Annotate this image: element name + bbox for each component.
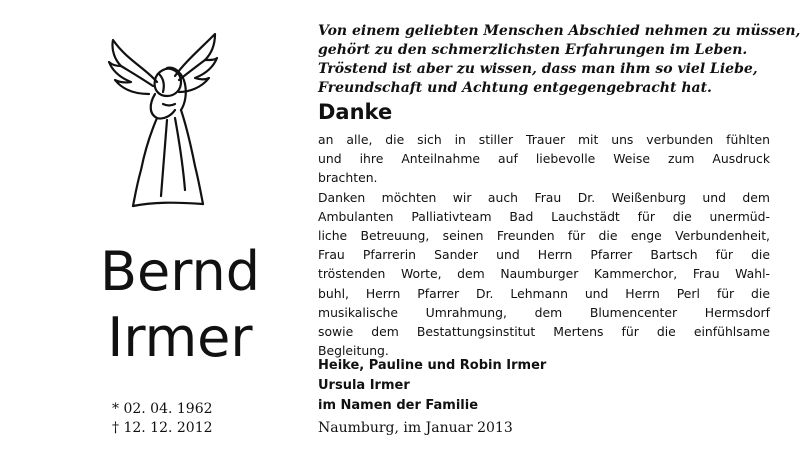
quote-line: Tröstend ist aber zu wissen, dass man ihm so viel Liebe, <box>318 61 758 77</box>
angel-icon <box>105 20 220 210</box>
thanks-line: sowie dem Bestattungsinstitut Mertens für die einfühlsame <box>318 324 770 340</box>
memorial-quote <box>318 22 800 98</box>
thanks-heading: Danke <box>318 100 393 124</box>
quote-line: gehört zu den schmerzlichsten Erfahrungen im Leben. <box>318 42 748 58</box>
signature-line: Ursula Irmer <box>318 378 410 393</box>
thanks-line: liche Betreuung, seinen Freunden für die enge Verbundenheit, <box>318 228 770 244</box>
thanks-text <box>318 130 770 360</box>
thanks-line: brachten. <box>318 170 378 186</box>
thanks-line: tröstenden Worte, dem Naumburger Kammerchor, Frau Wahl- <box>318 266 770 282</box>
thanks-line: und ihre Anteilnahme auf liebevolle Weise zum Ausdruck <box>318 151 770 167</box>
signature-line: Heike, Pauline und Robin Irmer <box>318 358 547 373</box>
quote-line: Freundschaft und Achtung entgegengebracht hat. <box>318 80 712 96</box>
signature-line: im Namen der Familie <box>318 398 479 413</box>
thanks-line: Ambulanten Palliativteam Bad Lauchstädt für die unermüd- <box>318 208 770 224</box>
death-date: † 12. 12. 2012 <box>112 420 213 436</box>
thanks-line: Danken möchten wir auch Frau Dr. Weißenburg und dem <box>318 189 770 205</box>
thanks-line: Frau Pfarrerin Sander und Herrn Pfarrer Bartsch für die <box>318 247 770 263</box>
quote-line: Von einem geliebten Menschen Abschied nehmen zu müssen, <box>318 23 800 39</box>
deceased-last-name: Irmer <box>107 306 253 369</box>
thanks-line: Begleitung. <box>318 343 389 359</box>
place-date: Naumburg, im Januar 2013 <box>318 420 513 436</box>
birth-date: * 02. 04. 1962 <box>112 401 213 417</box>
thanks-line: musikalische Umrahmung, dem Blumencenter Hermsdorf <box>318 304 770 320</box>
thanks-line: an alle, die sich in stiller Trauer mit uns verbunden fühlten <box>318 132 770 147</box>
deceased-first-name: Bernd <box>99 240 261 303</box>
life-dates <box>112 400 213 438</box>
thanks-line: buhl, Herrn Pfarrer Dr. Lehmann und Herrn Perl für die <box>318 285 770 301</box>
signature-block <box>318 356 546 416</box>
